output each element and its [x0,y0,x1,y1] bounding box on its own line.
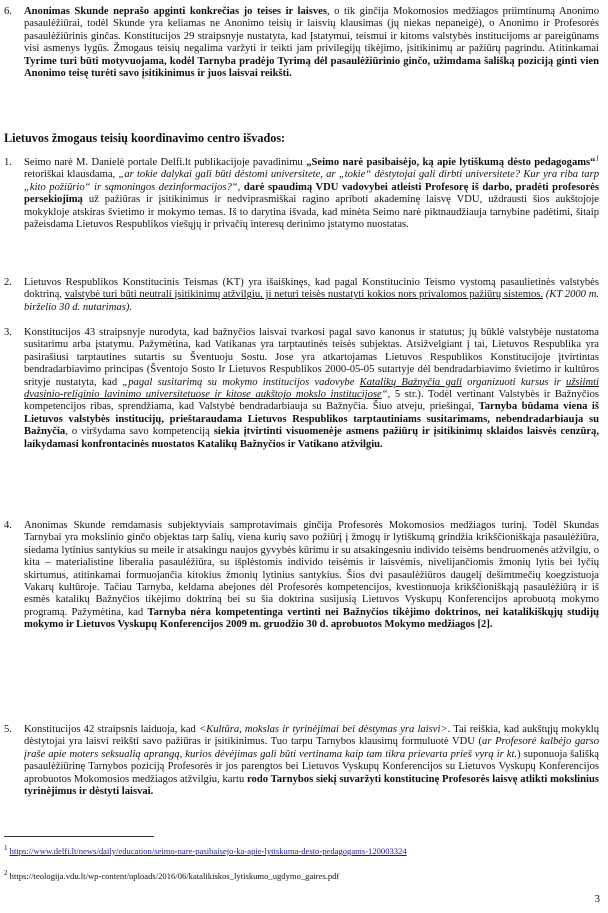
bold-text: Tarnyba būdama viena iš Lietuvos valstybės institucijų, prieštaraudama Lietuvos Respublikos tarptautiniams susitarimams, nebendradarbiauja su Bažnyčia [24,401,599,438]
italic-text: ar Profesorė kalbėjo garso įraše apie moters seksualią aprangą, kurios dėvėjimas gali būti vertinama kaip tam tikra prievarta prieš vyrą ir kt. [24,736,599,760]
italic-text: „ar tokie dalykai gali būti dėstomi universitete, ar „tokie“ dėstytojai gali dirbti universitete? Kur yra riba tarp „kito požiūrio“ ir sąmoningos dezinformacijos?“ [24,169,599,193]
bold-text: Tarnyba nėra kompetentinga vertinti nei Bažnyčios tikėjimo doktrinos, nei katalikiškųjų studijų mokymo ir Lietuvos Vyskupų Konferencijos 2009 m. gruodžio 30 d. aprobuotos Mokymo medžiagos [ [24,606,599,631]
item-number: 5. [4,724,12,735]
italic-text: organizuoti kursus ir [461,376,567,388]
underlined-text: valstybė turi būti neutrali įsitikinimų atžvilgiu, ji neturi teisės nustatyti kokios nors privalomos pažiūrų sistemos. [64,289,544,301]
footnote-1 [4,846,407,857]
item-number: 3. [4,327,12,338]
footnote-reference[interactable]: 1 [595,154,599,163]
plain-text: , o viršydama savo kompetenciją [65,426,214,438]
reference-number[interactable]: 2 [481,619,487,631]
item-number: 6. [4,6,12,17]
item-number: 4. [4,520,12,531]
bold-text: ]. [486,619,493,631]
footnote-mark: 2 [4,869,8,878]
plain-text: , 5 str.). Todėl vertinant Valstybės ir Bažnyčios kompetencijos ribas, sprendžiama, kad Valstybė bendradarbiauja su Bažnyčia. Šiuo atveju, priešingai, [24,389,599,413]
item-text [24,520,599,632]
page-number: 3 [594,893,600,905]
bold-text: „Seimo narė pasibaisėjo, ką apie lytiškumą dėsto pedagogams“ [306,157,596,168]
item-text [24,277,599,314]
plain-text: ) suponuoja šališką pasaulėžiūrinę Tarnybos poziciją Profesorės ir jos parengtos bei Lietuvos Vyskupų Konferencijos su Lietuvos Vyskupų Konferencijos aprobuotos Mokomosios medžiagos atžvilgiu, kartu [24,748,599,785]
italic-text: <Kultūra, mokslas ir tyrinėjimai bei dėstymas yra laisvi> [199,724,448,735]
bold-text: Tyrime turi būti motyvuojama, kodėl Tarnyba pradėjo Tyrimą dėl pasaulėžiūrinio ginčo, užimdama šališką poziciją ginti vien Anonimo teisę turėti savo įsitikinimus ir juos laisvai reikšti. [24,55,599,80]
plain-text: už pažiūras ir įsitikinimus ir nedviprasmiškai ragino apriboti akademinę laisvę VDU, uždrausti šios aukštojoje mokykloje atskiras švietimo ir mokymo temas. Iš to darytina išvada, kad minėta Seimo narė piktnaudžiauja tarnybine padėtimi, šitaip pažeisdama Lietuvos Respublikos viešųjų ir privačių interesų derinimo įstatymo nuostatas. [24,194,599,231]
italic-underlined-text: užsiimti dvasinio-religinio lavinimo universitetuose ir kitose aukštojo mokslo institucijose [24,376,599,401]
plain-text: Konstitucijos 42 straipsnis laiduoja, kad [24,724,199,735]
footnote-mark: 1 [4,844,8,853]
footnote-divider [4,836,154,837]
item-number: 1. [4,157,12,168]
bold-text: siekia įtvirtinti visuomenėje asmens pažiūrų ir įsitikinimų sklaidos laisvės cenzūrą, laikydamasi konfrontacinės nuostatos Katalikų Bažnyčios ir Vatikano atžvilgiu. [24,426,599,450]
bold-text: Anonimas Skunde neprašo apginti konkrečias jo teises ir laisves [24,6,327,17]
footnote-link[interactable]: https://www.delfi.lt/news/daily/education/seimo-nare-pasibaisejo-ka-apie-lytiskuma-desto-pedagogams-120003324 [9,846,407,856]
plain-text: Anonimas Skunde remdamasis subjektyviais samprotavimais ginčija Profesorės Mokomosios medžiagos turinį. Todėl Skundas Tarnybai yra mokslinio ginčo objektas tarp šalių, viena kurių savo požiūrį į žmogų ir lytiškumą grindžia krikščioniškąja pasaulėžiūra, siedama lytinius santykius su meile ir atsakingu naujos gyvybės kūrimu ir su atsakingesniu individo teisėms bendruomenės atžvilgiu, o kita – materialistine liberalia pasaulėžiūra, su išplėstomis individo teisėmis ir laisvėmis, nivelijančiomis žmonių lytis bei lyčių skirtumus, atitinkamai formuojančia kitokius žmonių lytinius santykius. Šios dvi pasaulėžiūros daugelį dešimtmečių koegzistuoja Vakarų kultūroje. Tačiau Tarnyba, keldama abejones dėl Profesorės kompetencijos, kvestionuoja krikščioniškąją pasaulėžiūrą ir iš esmės katalikų Bažnyčios tikėjimo doktriną bei su šia doktrina susijusią Lietuvos Vyskupų Konferencijos aprobuotą mokymo programą. Pažymėtina, kad [24,520,599,618]
plain-text: Seimo narė M. Danielė portale Delfi.lt publikacijoje pavadinimu [24,157,307,168]
item-text [24,724,599,798]
plain-text: Konstitucijos 43 straipsnyje nurodyta, kad bažnyčios laisvai tvarkosi pagal savo kanonus ir statutus; jų būklė valstybėje nustatoma susitarimu arba įstatymu. Pažymėtina, kad Vatikanas yra tarptautinės teisės subjektas. Atsižvelgiant į tai, Lietuvos Respublika yra pasirašiusi tarptautines sutartis su Šventuoju Sostu. Jose yra atkartojamas Lietuvos Respublikos Konstitucijoje įtvirtintas bendradarbiavimo principas (Šventojo Sosto Ir Lietuvos Respublikos 2000-05-05 sutartyje dėl bendradarbiavimo švietimo ir kultūros srityje nustatyta, kad [24,327,599,388]
footnote-2 [4,871,339,882]
italic-text: “ [381,389,388,401]
item-text [24,6,599,80]
plain-text: , o tik ginčija Mokomosios medžiagos priimtinumą Anonimo pasaulėžiūrai, todėl Skunde yra keliamas ne Anonimo teisių ir laisvių klausimas (jų niekas nepaneigė), o Anonimo ir Profesorės pasaulėžiūrinis ginčas. Konstitucijos 29 straipsnyje nustatyta, kad Įstatymui, teismui ir kitoms valstybės institucijoms ar pareigūnams visi asmenys lygūs. Žmogaus teisių negalima varžyti ir teikti jam privilegijų tikėjimo, įsitikinimų ar pažiūrų pagrindu. Atitinkamai [24,6,599,55]
plain-text: retoriškai klausdama, [24,169,119,181]
footnote-url: https://teologija.vdu.lt/wp-content/uploads/2016/06/katalikiskos_lytiskumo_ugdymo_gaires.pdf [9,871,340,881]
bold-text: darė spaudimą VDU vadovybei atleisti Profesorę iš darbo, pradėti profesorės persekiojimą [24,181,600,206]
plain-text: . Tai reiškia, kad aukštųjų mokyklų dėstytojai yra laisvi reikšti savo pažiūras ir įsitikinimus. Tuo tarpu Tarnybos klausimų formuluotė VDU ( [24,724,599,748]
bold-text: rodo Tarnybos siekį suvaržyti konstitucinę Profesorės laisvę atlikti mokslinius tyrinėjimus ir dėstyti laisvai. [24,773,599,798]
plain-text: , [237,181,244,193]
italic-text: „pagal susitarimą su mokymo institucijos vadovybe [122,376,360,388]
item-number: 2. [4,277,12,288]
item-text [24,154,600,231]
italic-text: (KT 2000 m. birželio 30 d. nutarimas). [24,289,599,313]
plain-text: Lietuvos Respublikos Konstitucinis Teismas (KT) yra išaiškinęs, kad pagal Konstitucinio Teismo vystomą pasaulietinės valstybės doktriną, [24,277,599,301]
italic-underlined-text: Katalikų Bažnyčia gali [359,376,462,388]
section-heading: Lietuvos žmogaus teisių koordinavimo centro išvados: [4,131,286,145]
item-text [24,327,599,451]
